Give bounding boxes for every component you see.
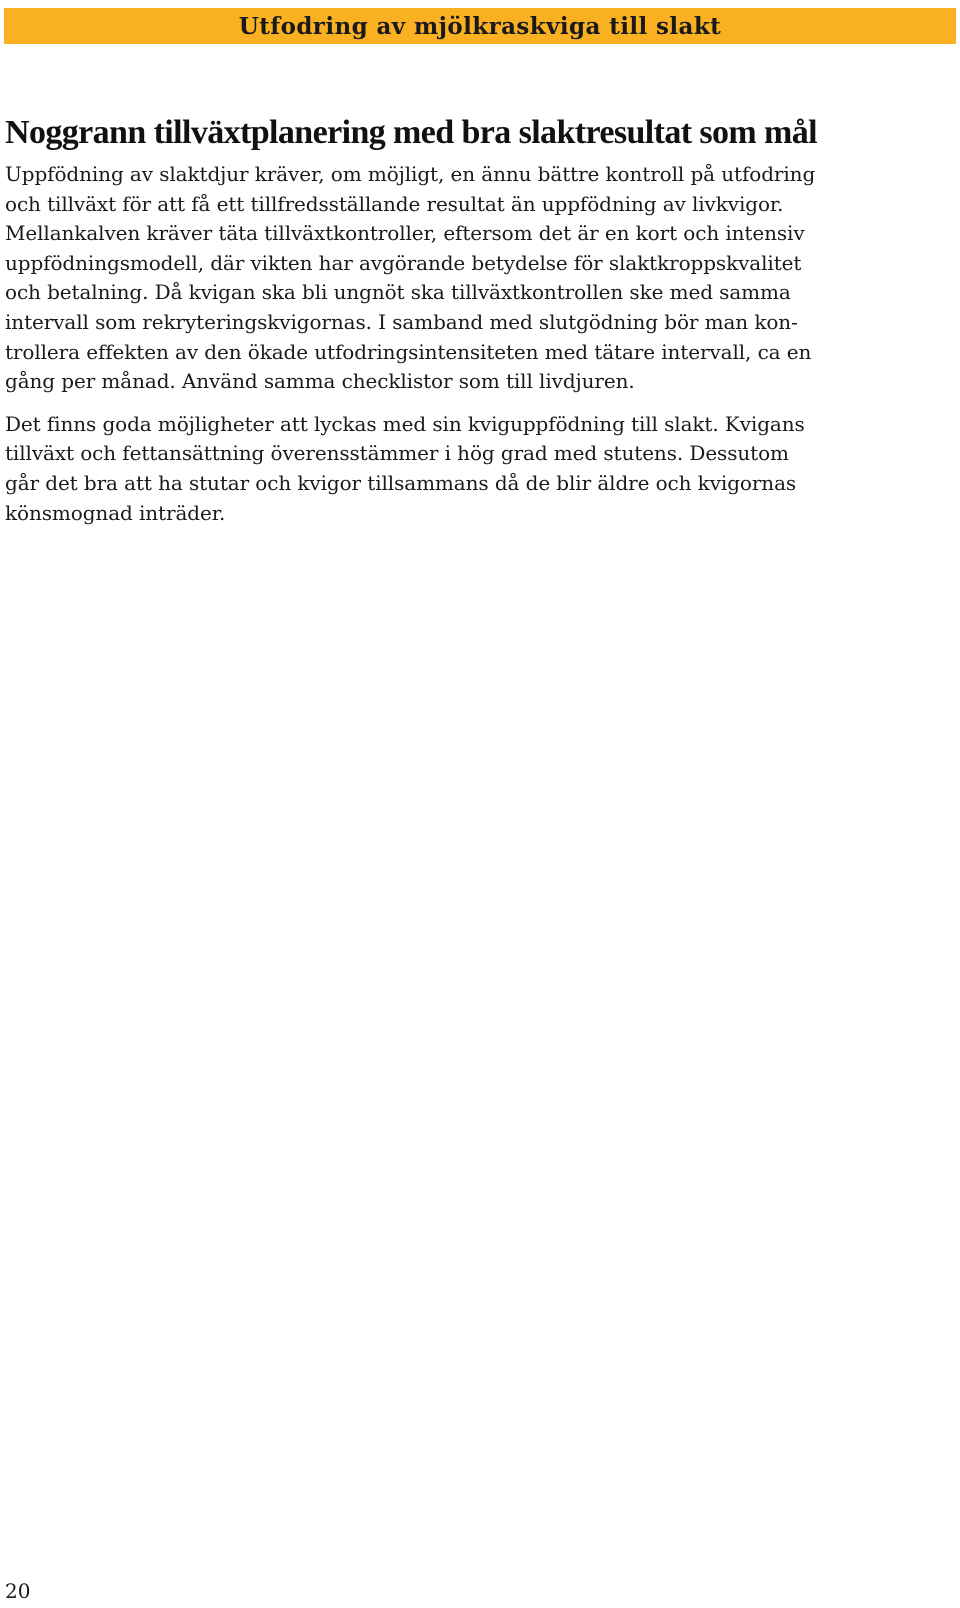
paragraph-line: Uppfödning av slaktdjur kräver, om möjligt, en ännu bättre kontroll på utfodring [5, 162, 816, 186]
header-band [4, 8, 956, 44]
paragraph-line: intervall som rekryteringskvigornas. I samband med slutgödning bör man kon- [5, 309, 798, 334]
paragraph-line: könsmognad inträder. [5, 500, 226, 525]
paragraph-1 [5, 160, 953, 397]
paragraph-line: gång per månad. Använd samma checklistor som till livdjuren. [5, 369, 635, 394]
section-heading: Noggrann tillväxtplanering med bra slaktresultat som mål [5, 114, 818, 151]
paragraph-line: tillväxt och fettansättning överensstämmer i hög grad med stutens. Dessutom [5, 441, 789, 466]
paragraph-line: Mellankalven kräver täta tillväxtkontroller, eftersom det är en kort och intensiv [5, 221, 805, 246]
paragraph-line: trollera effekten av den ökade utfodringsintensiteten med tätare intervall, ca en [5, 339, 812, 364]
header-title: Utfodring av mjölkraskviga till slakt [238, 12, 722, 40]
paragraph-2 [5, 410, 953, 528]
paragraph-line: Det finns goda möjligheter att lyckas med sin kviguppfödning till slakt. Kvigans [5, 411, 805, 436]
paragraph-line: går det bra att ha stutar och kvigor tillsammans då de blir äldre och kvigornas [5, 470, 797, 495]
paragraph-line: och betalning. Då kvigan ska bli ungnöt ska tillväxtkontrollen ske med samma [5, 280, 791, 305]
content-area [5, 108, 953, 541]
page-number: 20 [5, 1579, 31, 1603]
paragraph-line: och tillväxt för att få ett tillfredsställande resultat än uppfödning av livkvigor. [5, 191, 784, 216]
paragraph-line: uppfödningsmodell, där vikten har avgörande betydelse för slaktkroppskvalitet [5, 250, 802, 275]
